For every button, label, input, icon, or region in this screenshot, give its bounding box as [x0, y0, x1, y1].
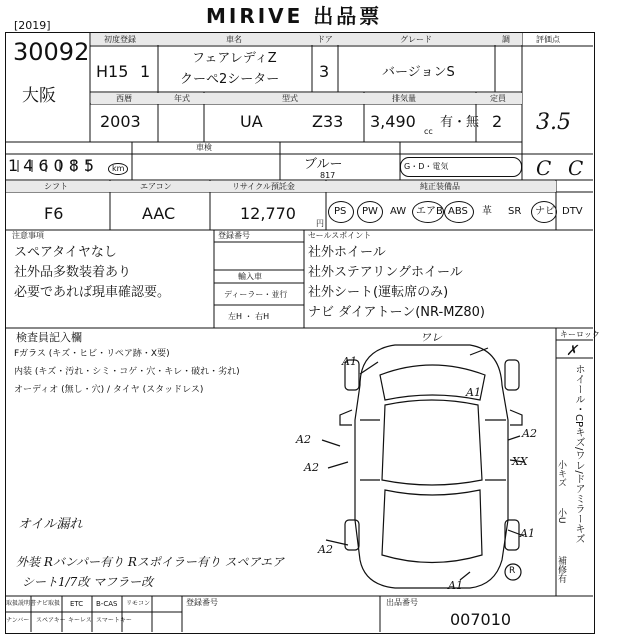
- bottom-manual: 取扱説明書: [6, 600, 37, 607]
- side-label-3: 小U: [556, 508, 566, 524]
- side-label-2: 小キズ: [556, 460, 566, 487]
- handwritten-line1: 外装 Rバンパー有り Rスポイラー有り スペアエア: [16, 555, 285, 569]
- bottom-number: ナンバー: [6, 617, 30, 624]
- fuel-value: 有・無: [440, 115, 480, 130]
- mark-front-right: A1: [466, 386, 481, 399]
- era-value: H15: [96, 62, 129, 81]
- equip-label: 純正装備品: [420, 182, 460, 191]
- bottom-keyless: キーレス: [68, 617, 92, 624]
- recycle-value: 12,770: [240, 204, 296, 223]
- capacity-value: 2: [492, 112, 503, 131]
- reg-no-label: 登録番号: [218, 231, 250, 240]
- mark-top: ワレ: [420, 331, 442, 344]
- adjust-label: 調: [502, 35, 510, 44]
- score-handwritten: 3.5: [536, 110, 571, 135]
- dealer-label: ディーラー・並行: [224, 290, 288, 299]
- bottom-bcas: B-CAS: [96, 600, 118, 608]
- sales-2: 社外ステアリングホイール: [308, 265, 463, 280]
- western-label: 西暦: [116, 94, 132, 103]
- doors-value: 3: [319, 62, 330, 81]
- color-value: ブルー: [304, 157, 343, 172]
- equip-aw: AW: [390, 206, 407, 217]
- mark-right-3: A1: [520, 527, 535, 540]
- note-2: 社外品多数装着あり: [14, 265, 132, 280]
- side-label-4: 補修有: [556, 556, 566, 583]
- interior-line: 内装 (キズ・汚れ・シミ・コゲ・穴・キレ・破れ・劣れ): [14, 367, 240, 377]
- handle-label: 左H ・ 右H: [228, 312, 270, 321]
- score-label: 評価点: [536, 35, 560, 44]
- mileage-value: 146085: [8, 156, 100, 175]
- model-year-label: 年式: [174, 94, 190, 103]
- aircon-label: エアコン: [140, 182, 172, 191]
- bottom-navi: ナビ取扱: [36, 600, 61, 607]
- mark-left-3: A2: [318, 543, 333, 556]
- mark-rear: A1: [448, 579, 463, 592]
- sales-1: 社外ホイール: [308, 245, 386, 260]
- color-label: 車検: [196, 143, 212, 152]
- side-vertical-text: ホイール・CPキズ/ワレ/ドアミラーキズ: [573, 364, 584, 544]
- mark-left-2: A2: [304, 461, 319, 474]
- cc-unit: cc: [424, 127, 433, 136]
- recycle-unit: 円: [316, 219, 324, 228]
- sales-3: 社外シート(運転席のみ): [308, 285, 449, 300]
- sales-label: セールスポイント: [308, 231, 372, 240]
- aircon-value: AAC: [142, 204, 176, 223]
- car-name-line1: フェアレディZ: [192, 51, 277, 66]
- bottom-spare: スペアキー: [36, 617, 66, 624]
- recycle-label: リサイクル預託金: [232, 182, 295, 191]
- first-reg-label: 初度登録: [104, 35, 136, 44]
- mark-left-1: A2: [296, 433, 311, 446]
- bottom-remote: リモコン: [126, 600, 151, 607]
- mileage-unit: km: [108, 163, 128, 175]
- keyrock-label: キーロック: [560, 330, 600, 339]
- model-b: Z33: [312, 112, 344, 131]
- shift-value: F6: [44, 204, 64, 223]
- outside-grade: C: [568, 156, 584, 180]
- doors-label: ドア: [317, 35, 333, 44]
- note-3: 必要であれば現車確認要。: [14, 285, 171, 300]
- year-value: 2003: [100, 112, 141, 131]
- equip-ps: PS: [334, 206, 347, 217]
- model-a: UA: [240, 112, 263, 131]
- sales-4: ナビ ダイアトーン(NR-MZ80): [308, 305, 485, 320]
- city-label: 大阪: [22, 86, 56, 106]
- audio-line: オーディオ (無し・穴) / タイヤ (スタッドレス): [14, 385, 204, 395]
- month-value: 1: [140, 62, 151, 81]
- equip-pw: PW: [362, 206, 378, 217]
- equip-sr: SR: [508, 206, 522, 217]
- displacement-label: 排気量: [392, 94, 416, 103]
- keyrock-mark: ✗: [566, 343, 578, 359]
- inside-grade: C: [536, 156, 552, 180]
- grade-value: バージョンS: [382, 65, 455, 80]
- sheet-title: MIRIVE 出品票: [206, 4, 383, 28]
- stamp-mark: R: [509, 566, 516, 576]
- lot-number: 30092: [13, 38, 90, 66]
- import-label: 輸入車: [238, 272, 262, 281]
- mark-right-1: A2: [522, 427, 537, 440]
- year-tag: [2019]: [14, 19, 51, 32]
- bottom-smartkey: スマートキー: [96, 617, 132, 624]
- capacity-label: 定員: [490, 94, 506, 103]
- car-name-label: 車名: [226, 35, 242, 44]
- exhibit-label: 出品番号: [386, 598, 418, 607]
- mark-right-2: XX: [512, 455, 528, 468]
- glass-line: Fガラス (キズ・ヒビ・リペア跡・X要): [14, 349, 170, 359]
- note-1: スペアタイヤなし: [14, 245, 117, 260]
- equip-airb: エアB: [416, 206, 443, 217]
- trans-value: G・D・電気: [404, 162, 449, 171]
- exhibit-number: 007010: [450, 610, 512, 629]
- color-code: 817: [320, 171, 336, 180]
- car-name-line2: クーペ2シーター: [180, 72, 280, 87]
- bottom-etc: ETC: [70, 600, 84, 608]
- equip-navi: ナビ: [535, 206, 555, 217]
- grade-label: グレード: [400, 35, 432, 44]
- equip-leather: 革: [482, 206, 492, 217]
- shift-label: シフト: [44, 182, 68, 191]
- notes-label: 注意事項: [12, 231, 44, 240]
- handwritten-line2: シート1/7改 マフラー改: [22, 575, 154, 589]
- mark-front-left: A1: [342, 355, 357, 368]
- cc-value: 3,490: [370, 112, 416, 131]
- equip-abs: ABS: [448, 206, 468, 217]
- equip-dtv: DTV: [562, 206, 583, 217]
- handwritten-oil: オイル漏れ: [18, 517, 83, 532]
- inspector-label: 検査員記入欄: [16, 331, 82, 344]
- login-label: 登録番号: [186, 598, 218, 607]
- model-label: 型式: [282, 94, 298, 103]
